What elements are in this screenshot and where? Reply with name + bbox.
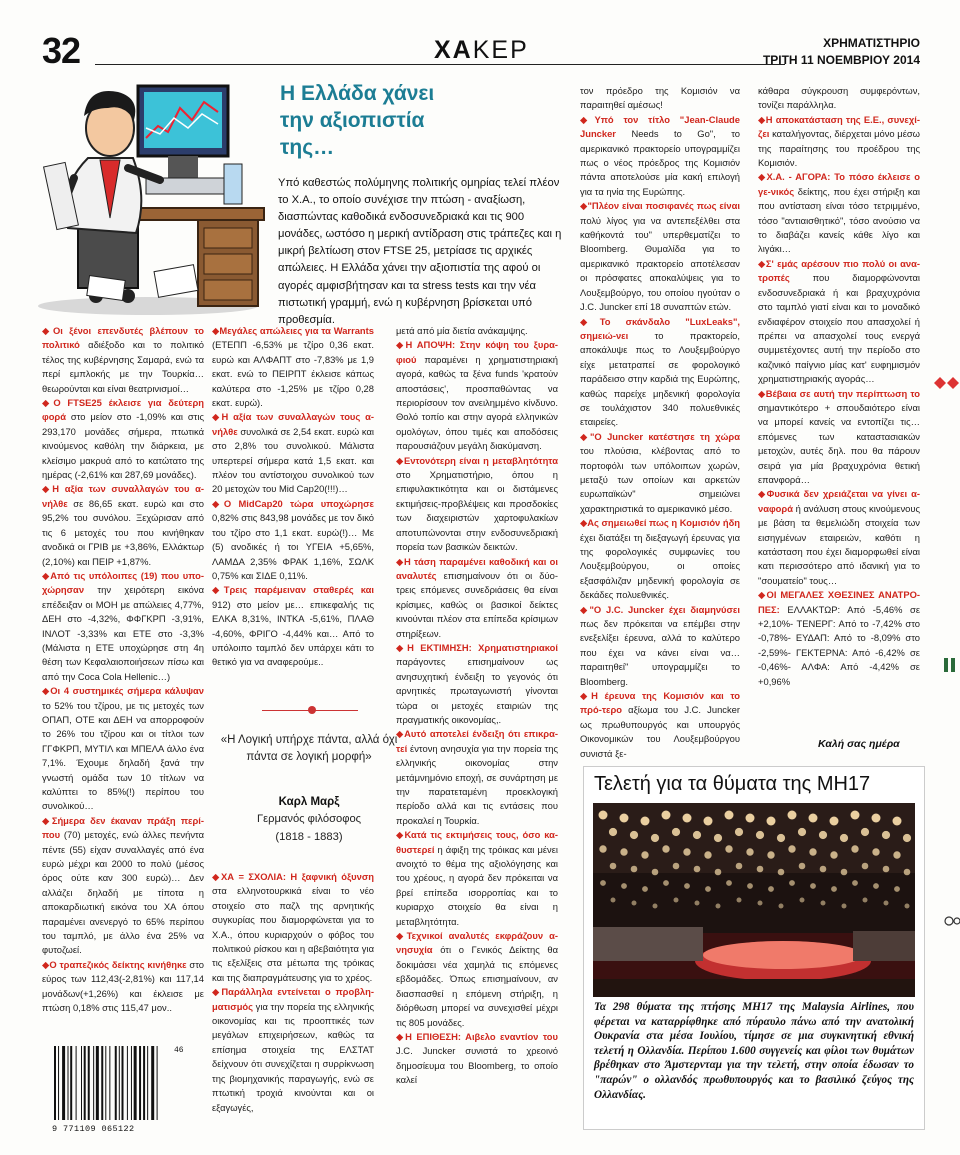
paragraph-lead: Η αποκατάσταση της Ε.Ε., συνεχί-ζει xyxy=(758,113,920,140)
paragraph-lead: Εντονότερη είναι η μεταβλητότητα xyxy=(403,454,558,466)
article-paragraph xyxy=(396,828,558,929)
paragraph-lead: Η ΕΚΤΙΜΗΣΗ: Χρηματιστηριακοί xyxy=(407,641,558,653)
bullet-icon: ◆ xyxy=(758,488,767,500)
barcode-bar xyxy=(127,1046,128,1120)
bullet-icon: ◆ xyxy=(580,517,588,529)
paragraph-lead: Χ.Α. - ΑΓΟΡΑ: Το πόσο έκλεισε ο γε-νικός xyxy=(758,171,920,197)
paragraph-lead: Ας σημειωθεί πως η Κομισιόν ήδη xyxy=(587,517,741,529)
bullet-icon: ◆ xyxy=(212,325,220,336)
barcode-bar xyxy=(109,1046,110,1120)
lantern-light xyxy=(695,901,700,906)
paragraph-lead: Υπό τον τίτλο "Jean-Claude Juncker xyxy=(580,113,740,140)
trader-illustration xyxy=(28,68,273,318)
barcode-number: 9 771109 065122 xyxy=(52,1124,135,1134)
bullet-icon: ◆ xyxy=(212,871,222,882)
lantern-light xyxy=(757,866,764,873)
lantern-light xyxy=(714,834,722,842)
paragraph-lead: "Πλέον είναι ποσιφανές πως είναι xyxy=(587,200,740,212)
page-header xyxy=(0,0,960,70)
lantern-light xyxy=(841,869,848,876)
mh17-photo-box xyxy=(583,766,925,1130)
paragraph-text: σημαντικότερο + σπουδαιότερο είναι να μπορεί κανείς να εντοπίζει τις… επόμενες των καταστασιακών μετοχών, αυτές δηλ. που θα πάρουν σειρά για μία βραχυχρόνια θετική επανφορά… xyxy=(758,401,920,485)
barcode-bar xyxy=(88,1046,90,1120)
paragraph-text: Needs to Go", το αμερικανικό πρακτορείο υπογραμμίζει πως ο νέος πρόεδρος της Κομισιόν πάντα αποτελούσε μία κακή επιλογή για τα ηνία της Ευρώπης. xyxy=(580,128,740,197)
article-paragraph xyxy=(42,569,204,684)
lantern-light xyxy=(767,817,776,826)
lantern-light xyxy=(684,883,690,889)
lantern-light xyxy=(599,845,606,852)
article-paragraph xyxy=(42,324,204,396)
paragraph-lead: Η αξία των συναλλαγών του α-νήλθε xyxy=(42,483,204,509)
article-paragraph xyxy=(212,324,374,410)
barcode-bar xyxy=(115,1046,117,1120)
paragraph-text: (70) μετοχές, ενώ άλλες πενήντα πέντε (55) είχαν συναλλαγές από ένα ευρώ μέχρι και 2000 το πολύ (μέσος όρος ούτε καν 300 ευρώ)… Δεν αλλάζει δηλαδή με τίποτα η αποκαρδιωτική εικόνα του ΧΑ όπου παραμένει ανενεργό το 65% περίπου του ταμπλό, με άλλο ένα 25% να φυτοζωεί. xyxy=(42,829,204,956)
lantern-light xyxy=(652,869,659,876)
paragraph-text: αξίωμα του J.C. Juncker ως πρωθυπουργός και υπουργός Οικονομικών του Λουξεμβούργου συνιστά ξε- xyxy=(580,704,740,759)
lantern-light xyxy=(788,845,795,852)
lantern-light xyxy=(651,834,659,842)
issue-date: ΤΡΙΤΗ 11 ΝΟΕΜΒΡΙΟΥ 2014 xyxy=(762,53,920,67)
lantern-light xyxy=(768,886,774,892)
paragraph-lead: Οι ξένοι επενδυτές βλέπουν το πολιτικό xyxy=(42,325,204,351)
bullet-icon: ◆ xyxy=(396,930,407,942)
article-paragraph xyxy=(212,410,374,496)
barcode-bar xyxy=(101,1046,103,1120)
paragraph-lead: Η ΕΠΙΘΕΣΗ: Αιβελο εναντίον του xyxy=(405,1030,558,1042)
lantern-light xyxy=(674,898,679,903)
paragraph-lead: Το σκάνδαλο "LuxLeaks", σημειώ-νει xyxy=(580,315,740,341)
lantern-light xyxy=(610,863,617,870)
paragraph-text: το 52% του τζίρου, με τις μετοχές των ΟΠΑΠ, ΟΤΕ και ΔΕΗ να απορροφούν το 26% του τζίρου και οι τίτλοι των ΓΓΦΚΡΠ, ΜΥΤΙΛ και ΜΠΕΛΑ άλλο ένα 7,1%. Έχουμε δηλαδή ξανά την γνωστή ομάδα των 10 τίτλων να καλύπτει το 85%(!) περίπου του συνολικού… xyxy=(42,699,204,812)
paragraph-text: που διαμορφώνονται ενδοσυνεδριακά ή και βραχυχρόνια στο ταμπλό γιατί είναι και το μοναδικό ενδιαφέρον στοιχείο που απασχολεί ή πρέπει να απασχολεί τους ενεργά συμμετέχοντες αυτή την περίοδο στο καζινικό παίγνιο μίας κατ' ευφημισμόν χρηματιστηριακής αγοράς… xyxy=(758,272,920,385)
paragraph-text: (ΕΤΕΠΠ -6,53% με τζίρο 0,36 εκατ. ευρώ και ΑΛΦΑΠΤ στο -7,83% με 1,9 εκατ. ενώ το ΠΕΙΡΠΤ έκλεισε κάπως καλύτερα στο -1,25% με τζίρο 0,28 εκατ. ευρώ). xyxy=(212,339,374,409)
bullet-icon: ◆ xyxy=(758,171,767,183)
lantern-light xyxy=(705,886,711,892)
lantern-light xyxy=(632,901,637,906)
lantern-light xyxy=(704,851,711,858)
lantern-light xyxy=(884,901,889,906)
bullet-icon: ◆ xyxy=(396,728,405,740)
lantern-light xyxy=(746,814,755,823)
barcode-bar xyxy=(119,1046,120,1120)
lantern-light xyxy=(819,831,827,839)
paragraph-text: έντονη ανησυχία για την πορεία της ελληνικής οικονομίας στην μετάμνημόνιο εποχή, σε συνάρτηση με την παρατεταμένη προεκλογική περίοδο αλλά και τις εντάσεις που προκαλεί η Τουρκία. xyxy=(396,742,558,826)
lantern-light xyxy=(620,848,627,855)
mh17-headline: Τελετή για τα θύματα της ΜΗ17 xyxy=(594,773,871,795)
barcode-bar xyxy=(54,1046,56,1120)
article-paragraph xyxy=(212,870,374,985)
sign-off: Καλή σας ημέρα xyxy=(818,738,900,750)
lantern-light xyxy=(767,851,774,858)
paragraph-text: J.C. Juncker συνιστά το χρεοινό δημοσίευμα του Bloomberg, το οποίο καλεί xyxy=(396,1045,558,1086)
paragraph-text: μετά από μία διετία ανάκαμψης. xyxy=(396,325,528,336)
bullet-icon: ◆ xyxy=(758,387,766,399)
lead-intro: Υπό καθεστώς πολύμηνης πολιτικής ομηρίας τελεί πλέον το Χ.Α., το οποίο συνέχισε την πτώση - αναξίωση, διασπώντας καθοδικά ενδοσυνεδριακά και τις 900 μονάδες, ωστόσο η μερική αντίδραση στις τράπεζες και η μικρή βελτίωση στον FTSE 25, μετρίασε τις αρχικές απώλειες. Η Ελλάδα χάνει την αξιοπιστία της αφού οι αγορές αμφισβήτησαν και τα stress tests και την νέα πιστωτική γραμμή, ενώ η κυβέρνηση βρίσκεται υπό προθεσμία. xyxy=(278,177,562,326)
paragraph-lead: Φυσικά δεν χρειάζεται να γίνει α-ναφορά xyxy=(758,488,920,514)
lantern-light xyxy=(704,817,713,826)
paragraph-text: για την πορεία της ελληνικής οικονομίας και τις προοπτικές των μεγάλων επιχειρήσεων, καθώς τα επίσημα στοιχεία της ΕΛΣΤΑΤ δείχνουν ότι συνεχίζεται η συρρίκνωση της βιομηχανικής παραγωγής, ενώ σε πτωτική τροχιά κινούνται και οι εξαγωγές, xyxy=(212,1000,374,1113)
lantern-light xyxy=(872,814,881,823)
barcode-bar xyxy=(122,1046,124,1120)
lantern-light xyxy=(611,898,616,903)
bullet-icon: ◆ xyxy=(212,411,222,423)
lantern-light xyxy=(653,904,658,909)
lantern-light xyxy=(904,869,911,876)
bullet-icon: ◆ xyxy=(396,829,405,841)
paragraph-text: στο εύρος των 112,43(-2,81%) και 117,14 μονάδων(+1,26%) και έκλεισε με πτώση 0,18% στις 115,47 μον.. xyxy=(42,958,204,1014)
lantern-light xyxy=(694,866,701,873)
lantern-light xyxy=(779,904,784,909)
barcode-bar xyxy=(58,1046,59,1120)
paragraph-lead: Ο MidCap20 τώρα υποχώρησε xyxy=(223,497,374,509)
margin-loop-icon xyxy=(944,914,960,928)
lantern-light xyxy=(716,904,721,909)
lantern-light xyxy=(693,831,701,839)
bullet-icon: ◆ xyxy=(212,497,224,509)
barcode-bar xyxy=(84,1046,86,1120)
article-paragraph xyxy=(396,641,558,727)
quote-text: «Η Λογική υπήρχε πάντα, αλλά όχι πάντα σε λογική μορφή» xyxy=(220,734,398,763)
bullet-icon: ◆ xyxy=(396,339,406,351)
mh17-caption: Τα 298 θύματα της πτήσης ΜΗ17 της Malaysia Airlines, που φέρεται να καταρρίφθηκε από πύραυλο πάνω από την ανατολική Ουκρανία στα μέσα Ιουλίου, τίμησε σε μια συγκινητική εθνική τελετή η Ολλανδία. Περίπου 1.600 συγγενείς και φίλοι των θυμάτων βρέθηκαν στο Άμστερνταμ για την τελετή, στην οποία έδωσαν το "παρών" ο ολλανδός πρωθυπουργός και το βασιλικό ζεύγος της Ολλανδίας. xyxy=(594,1001,914,1101)
ceremony-photo xyxy=(593,803,915,997)
column-5 xyxy=(758,84,920,734)
barcode-bar xyxy=(157,1046,158,1120)
article-paragraph xyxy=(758,84,920,113)
lantern-light xyxy=(746,848,753,855)
bullet-icon: ◆ xyxy=(758,257,766,269)
lantern-light xyxy=(683,814,692,823)
lantern-light xyxy=(851,811,860,820)
paragraph-text: του πλούσια, κλέβοντας από το πορτοφόλι των υπόλοιπων χωρών, μεταξύ των οποίων και αρκετών ευρωπαϊκών" σημειώνει χαρακτηριστικά το αμερικανικό μέσο. xyxy=(580,445,740,514)
paragraph-text: επισημαίνουν ότι οι δύο-τρεις επόμενες συνεδριάσεις θα είναι κρίσιμες, καθώς οι βασικοί δείκτες κινούνται πλέον στα επίπεδα κρίσιμων στηρίξεων. xyxy=(396,569,558,639)
lantern-light xyxy=(756,831,764,839)
article-paragraph xyxy=(42,396,204,482)
article-paragraph xyxy=(42,684,204,814)
lantern-light xyxy=(872,848,879,855)
paragraph-text: έχει διατάξει τη διεξαγωγή έρευνας για της φορολογικές συμφωνίες του Λουξεμβούργου, οι οποίες εξασφάλιζαν μηδενική φορολογία σε δεκάδες πολυεθνικές. xyxy=(580,531,740,601)
lantern-light xyxy=(882,831,890,839)
barcode-bar xyxy=(76,1046,77,1120)
article-paragraph xyxy=(758,387,920,488)
paragraph-lead: "Ο J.C. Juncker έχει διαμηνύσει xyxy=(589,603,740,615)
paragraph-text: 912) στο μείον με… επικεφαλής τις ΕΛΚΑ 8,31%, ΙΝΤΚΑ -5,61%, ΠΛΑΘ -4,60%, ΦΡΙΓΟ -4,44% και… Από το υπόλοιπο ταμπλό δεν υπάρχει κάτι το θετικό για να αναφερούμε.. xyxy=(212,598,374,668)
lead-article xyxy=(278,80,564,329)
article-paragraph xyxy=(580,516,740,602)
bullet-icon: ◆ xyxy=(580,315,600,327)
paragraph-text: στα ελληνοτουρκικά είναι το νέο στοιχείο στο παζλ της αρνητικής συγκυρίας που διαμορφώνεται για το Χ.Α., όπου κυριαρχούν ο φόβος του πολιτικού ρίσκου και η αβεβαιότητα για τις εξελίξεις στα μέτωπα της τρόικας και της διαπραγμάτευσης για το χρέος. xyxy=(212,885,374,983)
article-paragraph xyxy=(758,588,920,689)
page-number: 32 xyxy=(42,30,81,71)
article-paragraph xyxy=(212,497,374,583)
lantern-light xyxy=(725,845,732,852)
paragraph-lead: Η έρευνα της Κομισιόν και το πρό-τερο xyxy=(580,690,740,716)
paragraph-text: κάθαρα σύγκρουση συμφερόντων, τονίζει παράλληλα. xyxy=(758,85,920,111)
paragraph-text: τον πρόεδρο της Κομισιόν να παραιτηθεί αμέσως! xyxy=(580,85,740,111)
bullet-icon: ◆ xyxy=(758,113,766,125)
lantern-light xyxy=(631,866,638,873)
paragraph-text: 0,82% στις 843,98 μονάδες με τον δικό του τζίρο στο 1,1 εκατ. ευρώ(!)… Με (5) ανοδικές ή τοι ΥΓΕΙΑ +5,65%, ΛΑΜΔΑ 2,35% ΦΡΑΚ 1,16%, ΣΩΛΚ 0,75% και ΣΙΔΕ 0,11%. xyxy=(212,512,374,581)
lantern-light xyxy=(747,883,753,889)
lantern-light xyxy=(641,817,650,826)
paragraph-lead: Η τάση παραμένει καθοδική και οι αναλυτές xyxy=(396,555,558,581)
paragraph-text: σε 86,65 εκατ. ευρώ και στο 95,2% του συνόλου. Ξεχώρισαν από τις 6 μετοχές του που κινήθηκαν ανοδικά οι ΓΡΙΒ με +3,86%, Ελλάκτωρ (2,10%) και ΠΕΙΡ +1,87%. xyxy=(42,497,204,567)
lantern-light xyxy=(736,863,743,870)
lantern-light xyxy=(672,828,680,836)
barcode-bar xyxy=(105,1046,106,1120)
bullet-icon: ◆ xyxy=(580,430,590,442)
article-paragraph xyxy=(758,113,920,171)
section-title-bold: ΧΑ xyxy=(434,36,473,64)
lantern-light xyxy=(798,828,806,836)
bullet-icon: ◆ xyxy=(42,814,52,826)
paragraph-text: συνολικά σε 2,54 εκατ. ευρώ και στο 2,8% του συνολικού. Μάλιστα υπερτερεί σήμερα κατά 1,5 εκατ. και πλέον του αντίστοιχου συνολικού των 20 μετοχών του Mid Cap20(!!!)… xyxy=(212,425,374,495)
paragraph-text: πως δεν πρόκειται να επέμβει στην ενεξελίξει έρευνα, αλλά το καλύτερο που έχει να κάνει είναι να… παραιτηθεί" υπογραμμίζει το Bloomberg. xyxy=(580,618,740,687)
lantern-light xyxy=(851,845,858,852)
lantern-light xyxy=(662,811,671,820)
bullet-icon: ◆ xyxy=(212,986,222,998)
barcode-bar xyxy=(68,1046,69,1120)
lantern-light xyxy=(777,834,785,842)
lantern-light xyxy=(620,814,629,823)
lantern-light xyxy=(609,828,617,836)
barcode-bar xyxy=(143,1046,145,1120)
lantern-light xyxy=(893,817,902,826)
lantern-light xyxy=(810,883,816,889)
article-paragraph xyxy=(42,482,204,568)
paragraph-text: ότι ο Γενικός Δείκτης θα δοκιμάσει νέα χαμηλά τις επόμενες εβδομάδες. Όπως επισημαίνουν, αν διασπασθεί η επόμενη στήριξη, η διόρθωση μπορεί να συνεχισθεί μέχρι τις 805 μονάδες. xyxy=(396,944,558,1028)
lantern-light xyxy=(735,828,743,836)
article-paragraph xyxy=(580,603,740,689)
article-paragraph xyxy=(580,315,740,430)
bullet-icon: ◆ xyxy=(396,454,404,466)
bullet-icon: ◆ xyxy=(42,325,53,336)
paragraph-lead: Ο τραπεζικός δείκτης κινήθηκε xyxy=(49,958,187,970)
column-3 xyxy=(396,324,558,1128)
paragraph-lead: Τρεις παρέμειναν σταθερές και xyxy=(223,584,374,596)
paragraph-lead: Τεχνικοί αναλυτές εκφράζουν α-νησυχία xyxy=(396,930,558,956)
bullet-icon: ◆ xyxy=(396,555,404,567)
paragraph-lead: "Ο Juncker κατέστησε τη χώρα xyxy=(589,430,740,442)
paragraph-lead: Αυτό αποτελεί ένδειξη ότι επικρα-τεί xyxy=(396,728,558,754)
article-paragraph xyxy=(758,170,920,256)
bullet-icon: ◆ xyxy=(42,569,51,581)
lantern-light xyxy=(663,880,669,886)
paragraph-text: δείκτης, που έχει στήριξη και που αντίσταση είναι τόσο τετριμμένο, τόσο "αντιαισθητικό", τόσο ανούσιο να το διαβάζει κανείς κάθε λίγο και λιγάκι… xyxy=(758,185,920,255)
quote-author-role: Γερμανός φιλόσοφος xyxy=(256,813,362,825)
article-paragraph xyxy=(396,338,558,453)
paragraph-text: ΕΛΛΑΚΤΩΡ: Από -5,46% σε +2,10%- ΤΕΝΕΡΓ: Από το -7,42% στο -0,78%- ΕΥΔΑΠ: Από το -8,09% στο -2,59%- ΓΕΚΤΕΡΝΑ: Από -6,42% σε -0,46%- ΑΛΦΑ: Από -4,42% σε +0,96% xyxy=(758,603,920,687)
lantern-light xyxy=(788,811,797,820)
quote-author: Καρλ Μαρξ xyxy=(278,796,340,808)
barcode-bar xyxy=(151,1046,154,1120)
paragraph-text: την χειρότερη εικόνα επέδειξαν οι ΜΟΗ με απώλειες 4,77%, ΔΕΗ στο -4,32%, ΦΦΓΚΡΠ -3,91%, ΙΝΛΟΤ -3,33% και ΕΤΕ στο -3,3% (Μάλιστα η ΕΤΕ υποχώρησε στη 4η θέση των Κεφαλαιοποιήσεων πίσω και από την Coca Cola Hellenic…) xyxy=(42,584,204,682)
article-paragraph xyxy=(758,487,920,588)
barcode xyxy=(52,1046,192,1128)
paragraph-text: στο μείον στο -1,09% και στις 293,170 μονάδες σήμερα, πτωτικά κινούμενος καθόλη την διάρκεια, με κλείσιμο μακρυά από το κατώτατο της ημέρας (-2,61% και 287,69 μονάδες). xyxy=(42,411,204,481)
lantern-light xyxy=(630,831,638,839)
bullet-icon: ◆ xyxy=(42,685,51,697)
article-paragraph xyxy=(580,199,740,314)
lantern-light xyxy=(725,811,734,820)
lantern-light xyxy=(842,904,847,909)
lantern-light xyxy=(894,886,900,892)
article-paragraph xyxy=(396,324,558,338)
paragraph-lead: Ο FTSE25 έκλεισε για δεύτερη φορά xyxy=(42,397,204,423)
paragraph-lead: ΟΙ ΜΕΓΑΛΕΣ ΧΘΕΣΙΝΕΣ ΑΝΑΤΡΟ-ΠΕΣ: xyxy=(758,589,921,615)
lantern-light xyxy=(683,848,690,855)
lantern-light xyxy=(799,863,806,870)
lantern-light xyxy=(737,898,742,903)
barcode-bar xyxy=(70,1046,72,1120)
article-paragraph xyxy=(212,583,374,669)
lantern-light xyxy=(673,863,680,870)
lantern-light xyxy=(831,886,837,892)
margin-bar-icon xyxy=(944,658,956,672)
paragraph-lead: Βέβαια σε αυτή την περίπτωση το xyxy=(765,387,920,399)
paragraph-text: παράγοντες επισημαίνουν ως ανησυχητική ένδειξη το γεγονός ότι αρνητικές πρωταγωνιστή γίνονται τώρα οι μετοχές εταιριών της πραγματικής οικονομίας,. xyxy=(396,656,558,725)
column-2-upper xyxy=(212,324,374,698)
article-paragraph xyxy=(212,985,374,1115)
column-4 xyxy=(580,84,741,759)
article-paragraph xyxy=(42,958,204,1016)
lantern-light xyxy=(778,869,785,876)
lantern-light xyxy=(840,834,848,842)
barcode-bar xyxy=(81,1046,82,1120)
paragraph-lead: Μεγάλες απώλειες για τα Warrants xyxy=(219,325,374,336)
lantern-light xyxy=(599,811,608,820)
article-paragraph xyxy=(396,1030,558,1088)
lantern-light xyxy=(830,851,837,858)
article-paragraph xyxy=(42,814,204,958)
bullet-icon: ◆ xyxy=(580,113,595,125)
barcode-bar xyxy=(139,1046,141,1120)
article-paragraph xyxy=(758,257,920,387)
quote-author-years: (1818 - 1883) xyxy=(275,831,343,843)
article-paragraph xyxy=(396,454,558,555)
section-title-light: ΚΕΡ xyxy=(472,36,529,64)
bullet-icon: ◆ xyxy=(212,584,224,596)
bullet-icon: ◆ xyxy=(580,690,592,702)
paragraph-text: παραμένει η χρηματιστηριακή αγορά, καθώς τα ξένα funds 'κρατούν αποστάσεις', προσπαθώντας να περιορίσουν τον ανειλημμένο κίνδυνο. Θολό τοπίο και στην αγορά ελληνικών ομολόγων, όπου τιμές και αποδόσεις παρουσιάζουν μεγάλη διακύμανση. xyxy=(396,353,558,452)
bullet-icon: ◆ xyxy=(758,589,767,601)
header-rule xyxy=(95,64,785,65)
lantern-light xyxy=(852,880,858,886)
paragraph-text: αδιέξοδο και το πολιτικό τέλος της κυβέρνησης Σαμαρά, ενώ τα περί εμπλοκής με την Τουρκία… θεωρούνται και είναι θεατρινισμοί… xyxy=(42,339,204,394)
paragraph-text: στο Χρηματιστήριο, όπου η επιφυλακτικότητα και οι διστάμενες εκτιμήσεις-προβλέψεις και προσδοκίες των διαχειριστών χαρτοφυλακίων αποτυπώνονται στην ενδοσυνεδριακή πορεία των βασικών δεικτών. xyxy=(396,469,558,553)
lantern-light xyxy=(883,866,890,873)
paragraph-lead: Παράλληλα εντείνεται ο προβλη-ματισμός xyxy=(212,986,374,1012)
article-paragraph xyxy=(396,929,558,1030)
bullet-icon: ◆ xyxy=(42,483,53,495)
paragraph-lead: Οι 4 συστημικές σήμερα κάλυψαν xyxy=(50,685,204,697)
bullet-icon: ◆ xyxy=(42,397,54,409)
lantern-light xyxy=(758,901,763,906)
barcode-bar xyxy=(96,1046,99,1120)
quote-ornament xyxy=(308,706,316,714)
paragraph-lead: Από τις υπόλοιπες (19) που υπο-χώρησαν xyxy=(42,569,204,596)
article-paragraph xyxy=(580,113,740,199)
lantern-light xyxy=(821,901,826,906)
lantern-light xyxy=(621,883,627,889)
newspaper-name: ΧΡΗΜΑΤΙΣΤΗΡΙΟ xyxy=(823,36,920,50)
lantern-light xyxy=(893,851,900,858)
barcode-bar xyxy=(147,1046,148,1120)
paragraph-text: η άφιξη της τρόικας και μένει ανοιχτό το θέμα της αξιολόγησης και του χρέους, η αγορά δεν πρόκειται να βρεί επίπεδα ισορροπίας και το κυριαρχο στοιχείο θα είναι η μεταβλητότητα. xyxy=(396,843,558,927)
barcode-bar xyxy=(131,1046,132,1120)
column-1 xyxy=(42,324,204,1040)
lantern-light xyxy=(903,834,911,842)
bullet-icon: ◆ xyxy=(42,958,50,970)
paragraph-text: το πρακτορείο, αποκάλυψε πως το Λουξεμβούργο είχε μετατραπεί σε φορολογικό παράδεισο στην καρδιά της Ευρώπης, καθώς παρείχε μηδενική φορολογία σε τουλάχιστον 340 πολυεθνικές εταιρείες. xyxy=(580,329,740,428)
lead-headline: Η Ελλάδα χάνει την αξιοπιστία της… xyxy=(280,82,435,159)
article-paragraph xyxy=(580,689,740,761)
lantern-light xyxy=(809,848,816,855)
bullet-icon: ◆ xyxy=(580,603,590,615)
lantern-light xyxy=(905,904,910,909)
bullet-icon: ◆ xyxy=(396,641,408,653)
paragraph-lead: Κατά τις εκτιμήσεις τους, όσο κα-θυστερεί xyxy=(396,829,559,855)
paragraph-text: ή ανάλυση στους κινούμενους με βάση τα θεμελιώδη στοιχεία των εισηγμένων εταιρειών, καθότι η κατάσταση που έχει διαμορφωθεί είναι κατι περισσότερο από ιδανική για το "σουματείο" τους… xyxy=(758,502,920,586)
lantern-light xyxy=(726,880,732,886)
paragraph-lead: ΧΑ = ΣΧΟΛΙΑ: Η ξαφνική όξυνση xyxy=(221,871,374,882)
margin-diamond-icon xyxy=(934,376,960,390)
lantern-light xyxy=(862,863,869,870)
lantern-light xyxy=(861,828,869,836)
lantern-light xyxy=(789,880,795,886)
barcode-addon: 46 xyxy=(174,1046,184,1055)
section-title xyxy=(434,36,529,65)
article-paragraph xyxy=(396,727,558,828)
barcode-bar xyxy=(93,1046,94,1120)
article-paragraph xyxy=(396,555,558,641)
bullet-icon: ◆ xyxy=(396,1030,406,1042)
lantern-light xyxy=(863,898,868,903)
lantern-light xyxy=(662,845,669,852)
bullet-icon: ◆ xyxy=(580,200,588,212)
paragraph-text: καταλήγοντας, διέρχεται μόνο μέσω της παραίτησης του προέδρου της Κομισιόν. xyxy=(758,128,920,169)
lantern-light xyxy=(642,886,648,892)
paragraph-text: πολύ λίγος για να αντεπεξέλθει στα καθήκοντά του" υπερθεματίζει το Bloomberg. Θυμαλίδα για το αμερικανικό πρακτορείο αποτέλεσαν οι πρόσφατες αποκαλύψεις για το Λουξεμβούργο, του οποίου ηγούταν ο J.C. Juncker επί 18 συναπτών ετών. xyxy=(580,214,740,313)
lantern-light xyxy=(641,851,648,858)
lantern-light xyxy=(715,869,722,876)
column-2-lower xyxy=(212,870,374,1128)
lantern-light xyxy=(800,898,805,903)
lantern-light xyxy=(830,817,839,826)
article-paragraph xyxy=(580,430,740,516)
lantern-light xyxy=(600,880,606,886)
paragraph-lead: Η ΑΠΟΨΗ: Στην κόψη του ξυρα-φιού xyxy=(396,339,558,365)
article-paragraph xyxy=(580,84,740,113)
barcode-bar xyxy=(62,1046,65,1120)
barcode-bar xyxy=(134,1046,137,1120)
paragraph-lead: Η αξία των συναλλαγών τους α-νήλθε xyxy=(212,411,374,437)
lantern-light xyxy=(873,883,879,889)
lantern-light xyxy=(820,866,827,873)
paragraph-lead: Σ' εμάς αρέσουν πιο πολύ οι ανα-τροπές xyxy=(758,257,920,284)
paragraph-lead: Σήμερα δεν έκαναν πράξη περί-που xyxy=(42,814,205,841)
lantern-light xyxy=(809,814,818,823)
